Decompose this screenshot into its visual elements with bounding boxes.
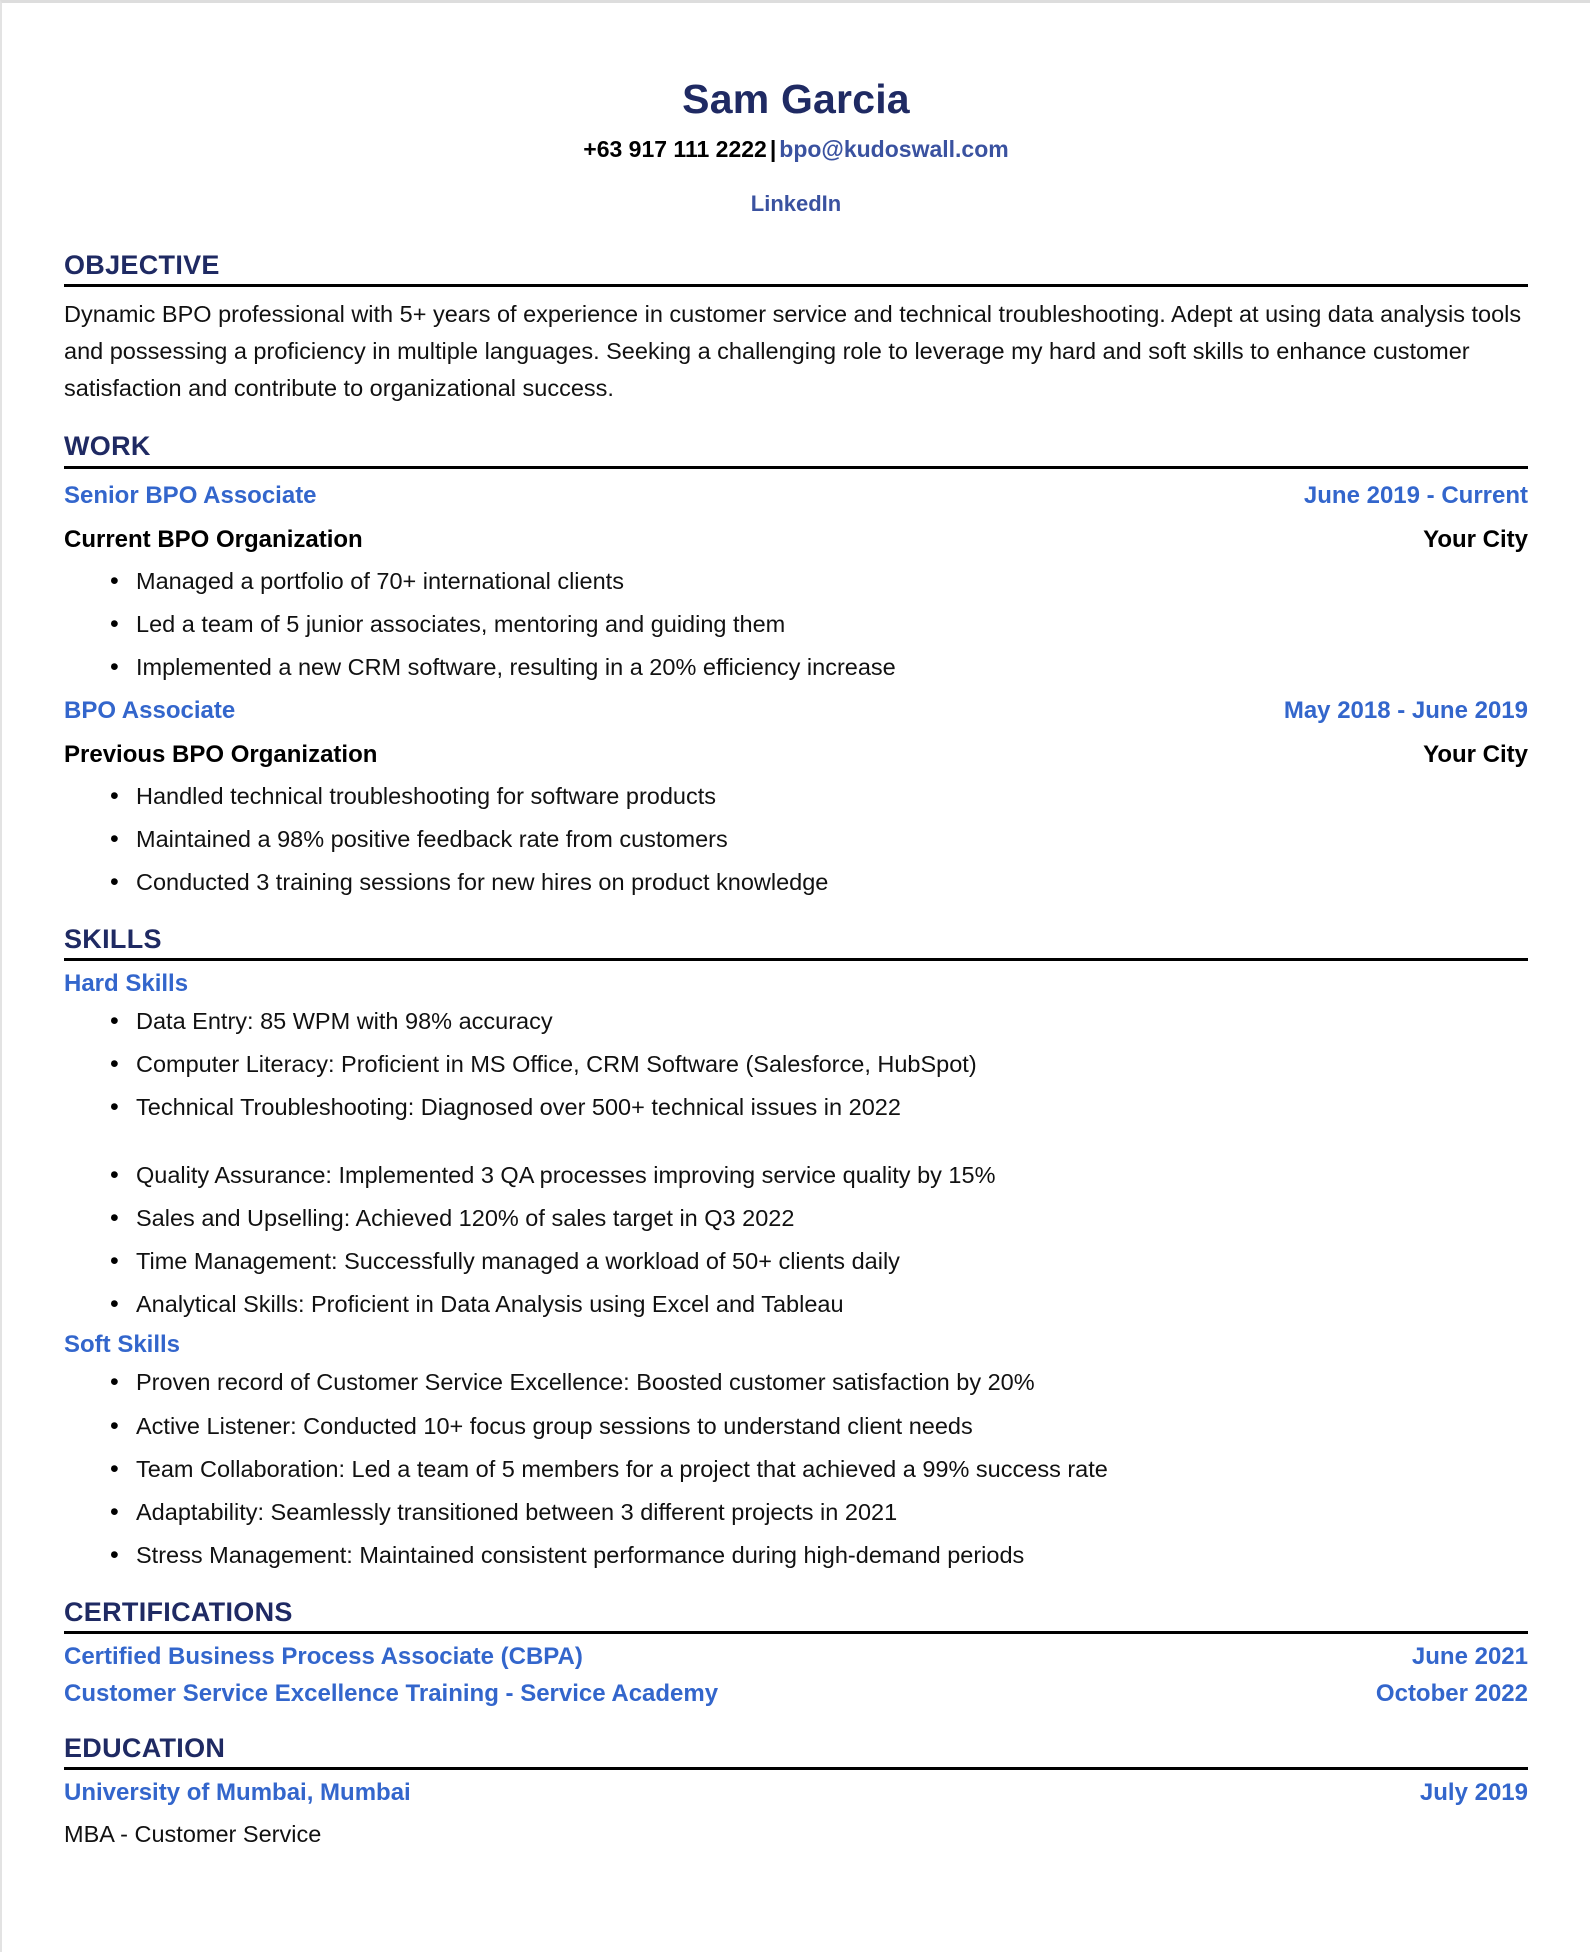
section-title-education: EDUCATION — [64, 1732, 226, 1763]
job-title: Senior BPO Associate — [64, 481, 317, 509]
list-item: • Maintained a 98% positive feedback rate from customers — [64, 822, 1528, 856]
school-name: University of Mumbai, Mumbai — [64, 1779, 411, 1807]
list-item: • Analytical Skills: Proficient in Data Analysis using Excel and Tableau — [64, 1287, 1528, 1321]
section-education — [64, 1734, 1528, 1848]
job-bullet-list — [64, 564, 1528, 684]
work-org-row — [64, 522, 1528, 558]
list-item: • Adaptability: Seamlessly transitioned between 3 different projects in 2021 — [64, 1495, 1528, 1529]
section-title-certifications: CERTIFICATIONS — [64, 1596, 293, 1627]
work-title-row — [64, 478, 1528, 514]
job-organization: Current BPO Organization — [64, 525, 363, 553]
job-location: Your City — [1423, 525, 1528, 553]
work-org-row — [64, 737, 1528, 773]
education-date: July 2019 — [1419, 1779, 1528, 1807]
certification-row — [64, 1643, 1528, 1671]
list-item: • Quality Assurance: Implemented 3 QA processes improving service quality by 15% — [64, 1158, 1528, 1192]
list-item: • Time Management: Successfully managed a workload of 50+ clients daily — [64, 1244, 1528, 1278]
section-title-skills: SKILLS — [64, 923, 162, 954]
section-divider — [64, 1767, 1528, 1770]
objective-text: Dynamic BPO professional with 5+ years of experience in customer service and technical troubleshooting. Adept at using data analysis tools and possessing a proficiency in multiple languages. Seeking a challenging role to leverage my hard and soft skills to enhance customer satisfaction and contribute to organizational success. — [64, 301, 1522, 401]
section-certifications — [64, 1598, 1528, 1708]
section-divider — [64, 958, 1528, 961]
section-divider — [64, 1631, 1528, 1634]
work-entry — [64, 478, 1528, 684]
certification-date: June 2021 — [1411, 1642, 1528, 1670]
section-skills — [64, 925, 1528, 1572]
job-organization: Previous BPO Organization — [64, 740, 378, 768]
list-item: • Data Entry: 85 WPM with 98% accuracy — [64, 1004, 1528, 1038]
soft-skills-list — [64, 1365, 1528, 1571]
email-link[interactable]: bpo@kudoswall.com — [779, 136, 1009, 163]
subheading-soft-skills: Soft Skills — [64, 1331, 181, 1359]
hard-skills-list — [64, 1004, 1528, 1321]
contact-line — [64, 134, 1528, 165]
job-location: Your City — [1423, 740, 1528, 768]
list-item-blank — [64, 1133, 1528, 1149]
candidate-name: Sam Garcia — [682, 76, 910, 122]
list-item: • Technical Troubleshooting: Diagnosed over 500+ technical issues in 2022 — [64, 1090, 1528, 1124]
section-title-work: WORK — [64, 431, 151, 462]
section-divider — [64, 284, 1528, 287]
resume-header — [64, 75, 1528, 217]
education-row — [64, 1779, 1528, 1807]
list-item: • Stress Management: Maintained consistent performance during high-demand periods — [64, 1538, 1528, 1572]
job-title: BPO Associate — [64, 696, 236, 724]
section-work — [64, 432, 1528, 899]
section-divider — [64, 466, 1528, 469]
work-title-row — [64, 693, 1528, 729]
list-item: • Conducted 3 training sessions for new hires on product knowledge — [64, 865, 1528, 899]
list-item: • Led a team of 5 junior associates, mentoring and guiding them — [64, 607, 1528, 641]
job-date: May 2018 - June 2019 — [1283, 696, 1528, 724]
list-item: • Sales and Upselling: Achieved 120% of sales target in Q3 2022 — [64, 1201, 1528, 1235]
linkedin-link[interactable]: LinkedIn — [750, 191, 842, 217]
section-objective — [64, 251, 1528, 406]
list-item: • Managed a portfolio of 70+ international clients — [64, 564, 1528, 598]
list-item: • Active Listener: Conducted 10+ focus group sessions to understand client needs — [64, 1409, 1528, 1443]
list-item: • Computer Literacy: Proficient in MS Office, CRM Software (Salesforce, HubSpot) — [64, 1047, 1528, 1081]
section-title-objective: OBJECTIVE — [64, 250, 220, 281]
certification-name: Customer Service Excellence Training - Service Academy — [64, 1679, 719, 1707]
contact-separator: | — [769, 136, 777, 163]
work-entry — [64, 693, 1528, 899]
certification-date: October 2022 — [1375, 1679, 1528, 1707]
list-item: • Handled technical troubleshooting for software products — [64, 779, 1528, 813]
degree-name: MBA - Customer Service — [64, 1821, 322, 1848]
certification-row — [64, 1680, 1528, 1708]
list-item: • Team Collaboration: Led a team of 5 members for a project that achieved a 99% success rate — [64, 1452, 1528, 1486]
subheading-hard-skills: Hard Skills — [64, 970, 189, 998]
phone-number: +63 917 111 2222 — [583, 136, 767, 163]
certification-name: Certified Business Process Associate (CBPA) — [64, 1642, 583, 1670]
job-bullet-list — [64, 779, 1528, 899]
job-date: June 2019 - Current — [1303, 481, 1528, 509]
list-item: • Implemented a new CRM software, resulting in a 20% efficiency increase — [64, 650, 1528, 684]
list-item: • Proven record of Customer Service Excellence: Boosted customer satisfaction by 20% — [64, 1365, 1528, 1399]
